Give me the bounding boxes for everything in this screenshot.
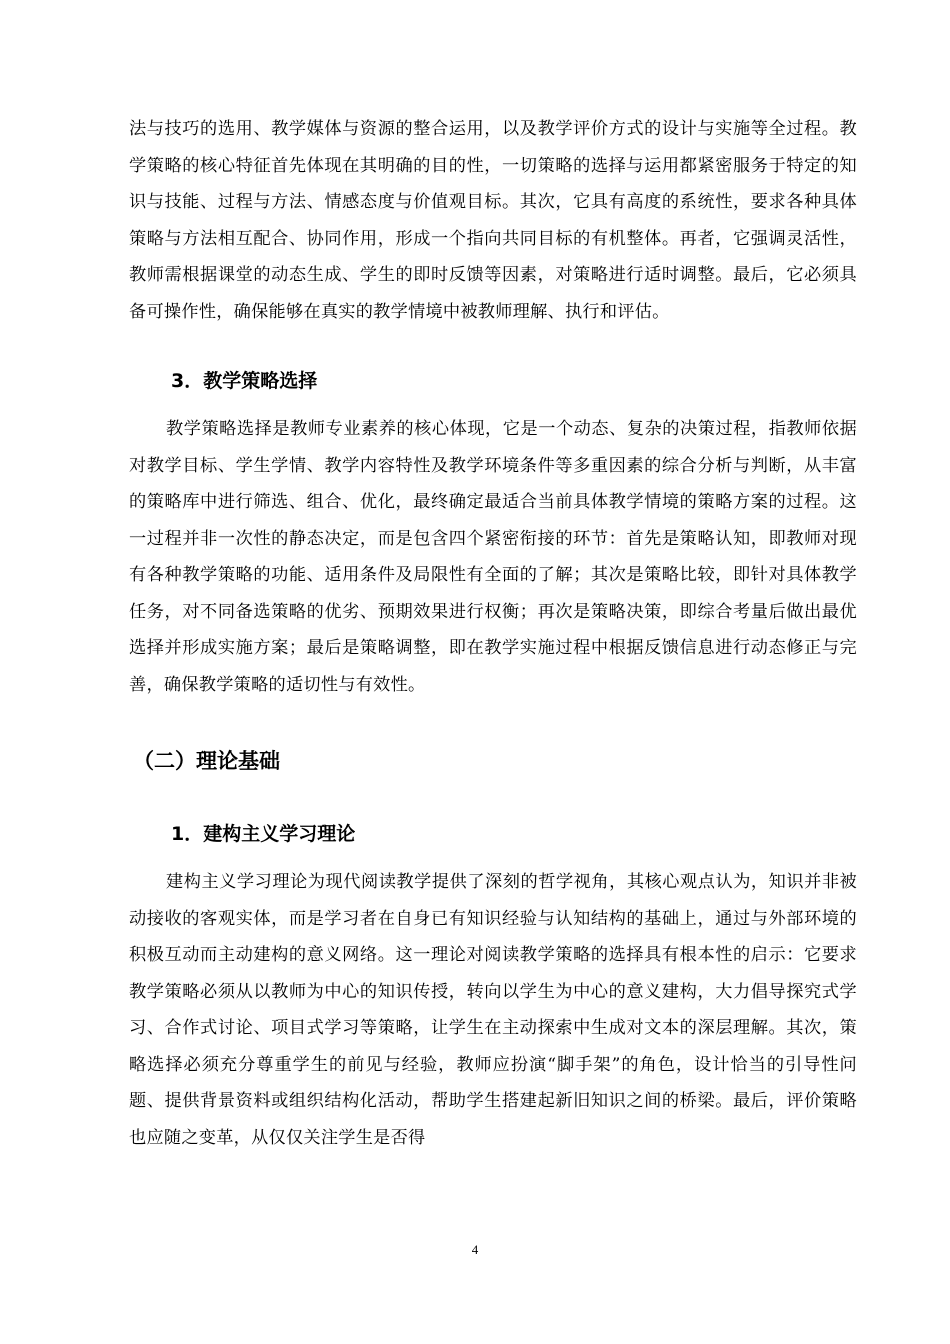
heading-theoretical-basis: （二）理论基础 <box>133 749 280 773</box>
page-content <box>129 111 857 1156</box>
paragraph-constructivism: 建构主义学习理论为现代阅读教学提供了深刻的哲学视角，其核心观点认为，知识并非被动接收的客观实体，而是学习者在自身已有知识经验与认知结构的基础上，通过与外部环境的积极互动而主动建构的意义网络。这一理论对阅读教学策略的选择具有根本性的启示：它要求教学策略必须从以教师为中心的知识传授，转向以学生为中心的意义建构，大力倡导探究式学习、合作式讨论、项目式学习等策略，让学生在主动探索中生成对文本的深层理解。其次，策略选择必须充分尊重学生的前见与经验，教师应扮演“脚手架”的角色，设计恰当的引导性问题、提供背景资料或组织结构化活动，帮助学生搭建起新旧知识之间的桥梁。最后，评价策略也应随之变革，从仅仅关注学生是否得 <box>129 872 857 1148</box>
heading-strategy-selection: 3．教学策略选择 <box>171 370 318 392</box>
page-number: 4 <box>471 1242 479 1257</box>
heading-constructivism: 1．建构主义学习理论 <box>171 823 356 845</box>
paragraph-strategy-selection: 教学策略选择是教师专业素养的核心体现，它是一个动态、复杂的决策过程，指教师依据对教学目标、学生学情、教学内容特性及教学环境条件等多重因素的综合分析与判断，从丰富的策略库中进行筛选、组合、优化，最终确定最适合当前具体教学情境的策略方案的过程。这一过程并非一次性的静态决定，而是包含四个紧密衔接的环节：首先是策略认知，即教师对现有各种教学策略的功能、适用条件及局限性有全面的了解；其次是策略比较，即针对具体教学任务，对不同备选策略的优劣、预期效果进行权衡；再次是策略决策，即综合考量后做出最优选择并形成实施方案；最后是策略调整，即在教学实施过程中根据反馈信息进行动态修正与完善，确保教学策略的适切性与有效性。 <box>129 419 857 695</box>
paragraph-strategy-characteristics: 法与技巧的选用、教学媒体与资源的整合运用，以及教学评价方式的设计与实施等全过程。教学策略的核心特征首先体现在其明确的目的性，一切策略的选择与运用都紧密服务于特定的知识与技能、过程与方法、情感态度与价值观目标。其次，它具有高度的系统性，要求各种具体策略与方法相互配合、协同作用，形成一个指向共同目标的有机整体。再者，它强调灵活性，教师需根据课堂的动态生成、学生的即时反馈等因素，对策略进行适时调整。最后，它必须具备可操作性，确保能够在真实的教学情境中被教师理解、执行和评估。 <box>129 119 857 322</box>
